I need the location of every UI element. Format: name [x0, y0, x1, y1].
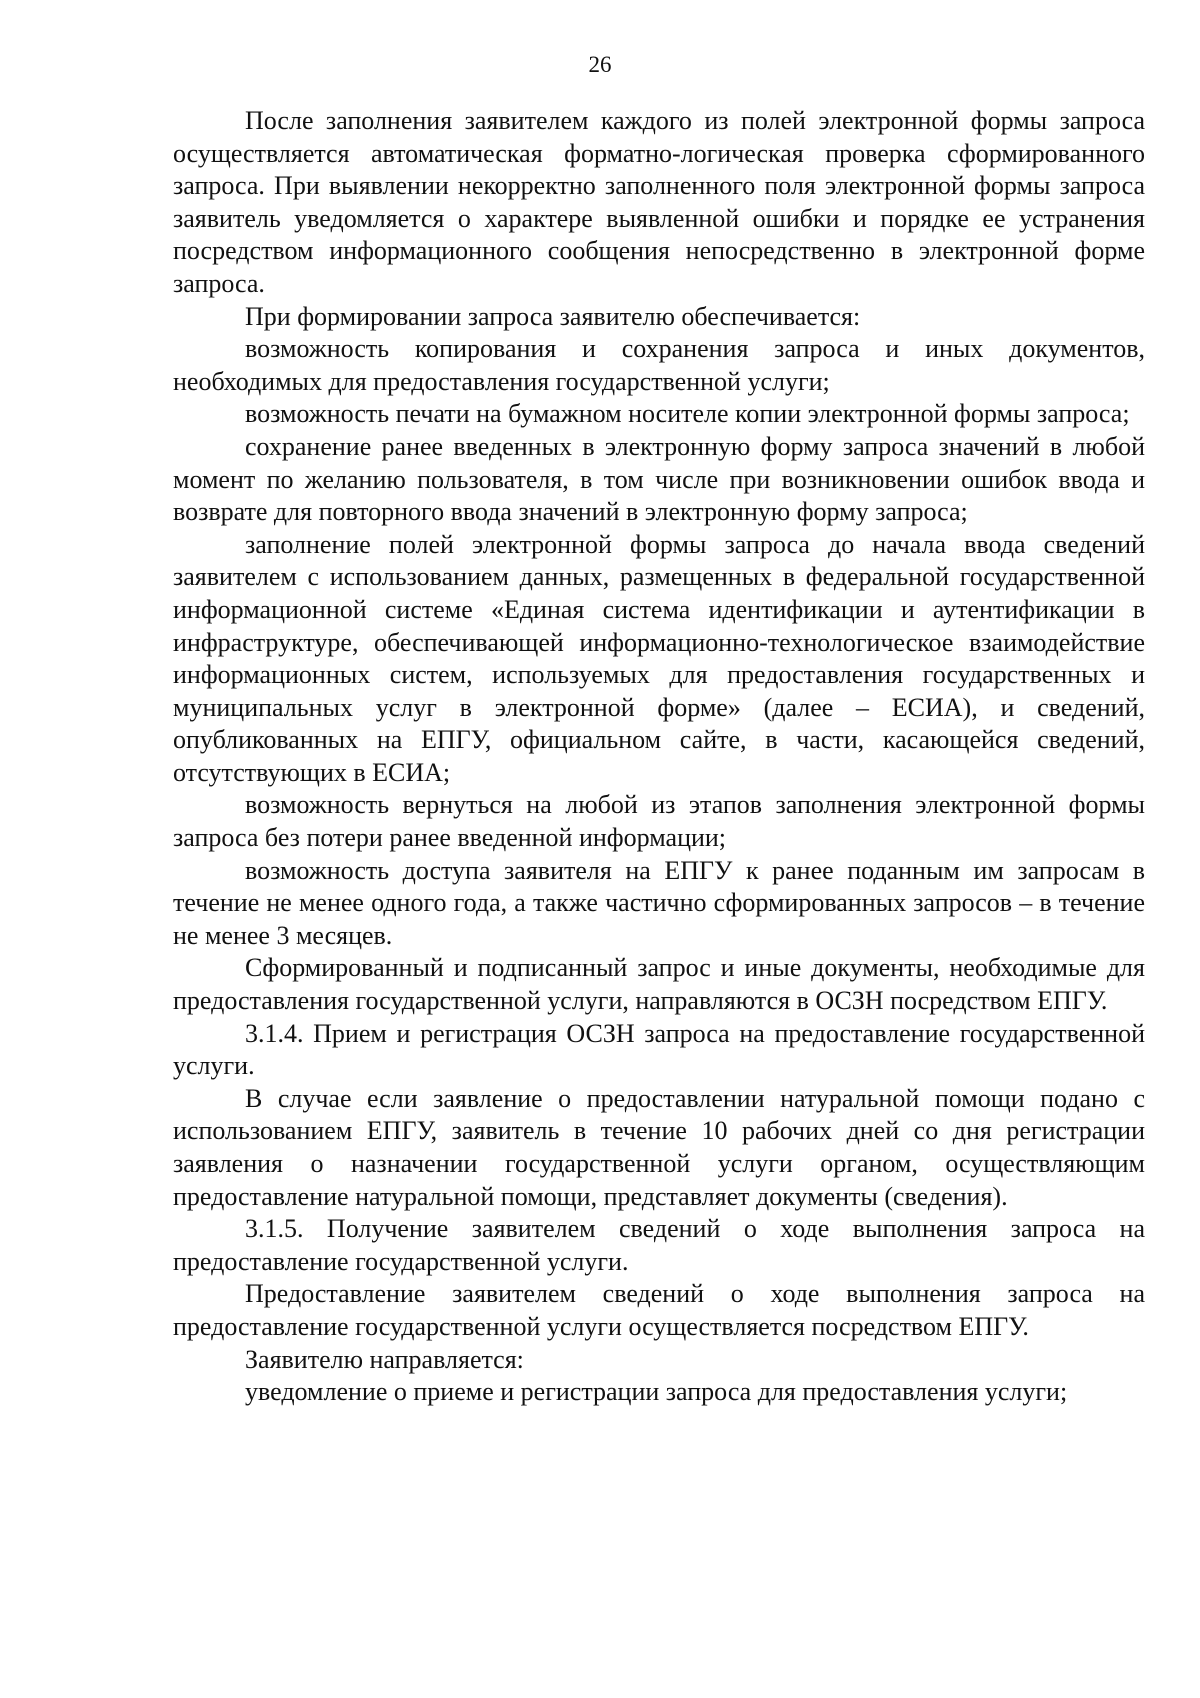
page-number: 26	[588, 52, 612, 77]
paragraph-3: возможность копирования и сохранения запроса и иных документов, необходимых для предоставления государственной услуги;	[173, 334, 1145, 396]
paragraph-4: возможность печати на бумажном носителе копии электронной формы запроса;	[245, 399, 1130, 429]
paragraph-13: Предоставление заявителем сведений о ходе выполнения запроса на предоставление государственной услуги осуществляется посредством ЕПГУ.	[173, 1279, 1145, 1341]
paragraph-10: 3.1.4. Прием и регистрация ОСЗН запроса на предоставление государственной услуги.	[173, 1018, 1145, 1081]
paragraph-6: заполнение полей электронной формы запроса до начала ввода сведений заявителем с использованием данных, размещенных в федеральной государственной информационной системе «Единая система идентификации и аутентификации в инфраструктуре, обеспечивающей информационно-технологическое взаимодействие информационных систем, используемых для предоставления государственных и муниципальных услуг в электронной форме» (далее – ЕСИА), и сведений, опубликованных на ЕПГУ, официальном сайте, в части, касающейся сведений, отсутствующих в ЕСИА;	[173, 529, 1145, 787]
paragraph-9: Сформированный и подписанный запрос и иные документы, необходимые для предоставления государственной услуги, направляются в ОСЗН посредством ЕПГУ.	[173, 953, 1145, 1016]
paragraph-7: возможность вернуться на любой из этапов заполнения электронной формы запроса без потери ранее введенной информации;	[173, 790, 1145, 853]
paragraph-2: При формировании запроса заявителю обеспечивается:	[245, 301, 861, 331]
paragraph-8: возможность доступа заявителя на ЕПГУ к ранее поданным им запросам в течение не менее одного года, а также частично сформированных запросов – в течение не менее 3 месяцев.	[173, 855, 1145, 950]
paragraph-15: уведомление о приеме и регистрации запроса для предоставления услуги;	[245, 1377, 1068, 1407]
document-body	[173, 105, 1145, 1409]
paragraph-12: 3.1.5. Получение заявителем сведений о ходе выполнения запроса на предоставление государственной услуги.	[173, 1214, 1145, 1276]
paragraph-1: После заполнения заявителем каждого из полей электронной формы запроса осуществляется автоматическая форматно-логическая проверка сформированного запроса. При выявлении некорректно заполненного поля электронной формы запроса заявитель уведомляется о характере выявленной ошибки и порядке ее устранения посредством информационного сообщения непосредственно в электронной форме запроса.	[173, 106, 1145, 298]
paragraph-5: сохранение ранее введенных в электронную форму запроса значений в любой момент по желанию пользователя, в том числе при возникновении ошибок ввода и возврате для повторного ввода значений в электронную форму запроса;	[173, 431, 1145, 527]
paragraph-11: В случае если заявление о предоставлении натуральной помощи подано с использованием ЕПГУ, заявитель в течение 10 рабочих дней со дня регистрации заявления о назначении государственной услуги органом, осуществляющим предоставление натуральной помощи, представляет документы (сведения).	[173, 1083, 1145, 1211]
paragraph-14: Заявителю направляется:	[245, 1344, 524, 1374]
